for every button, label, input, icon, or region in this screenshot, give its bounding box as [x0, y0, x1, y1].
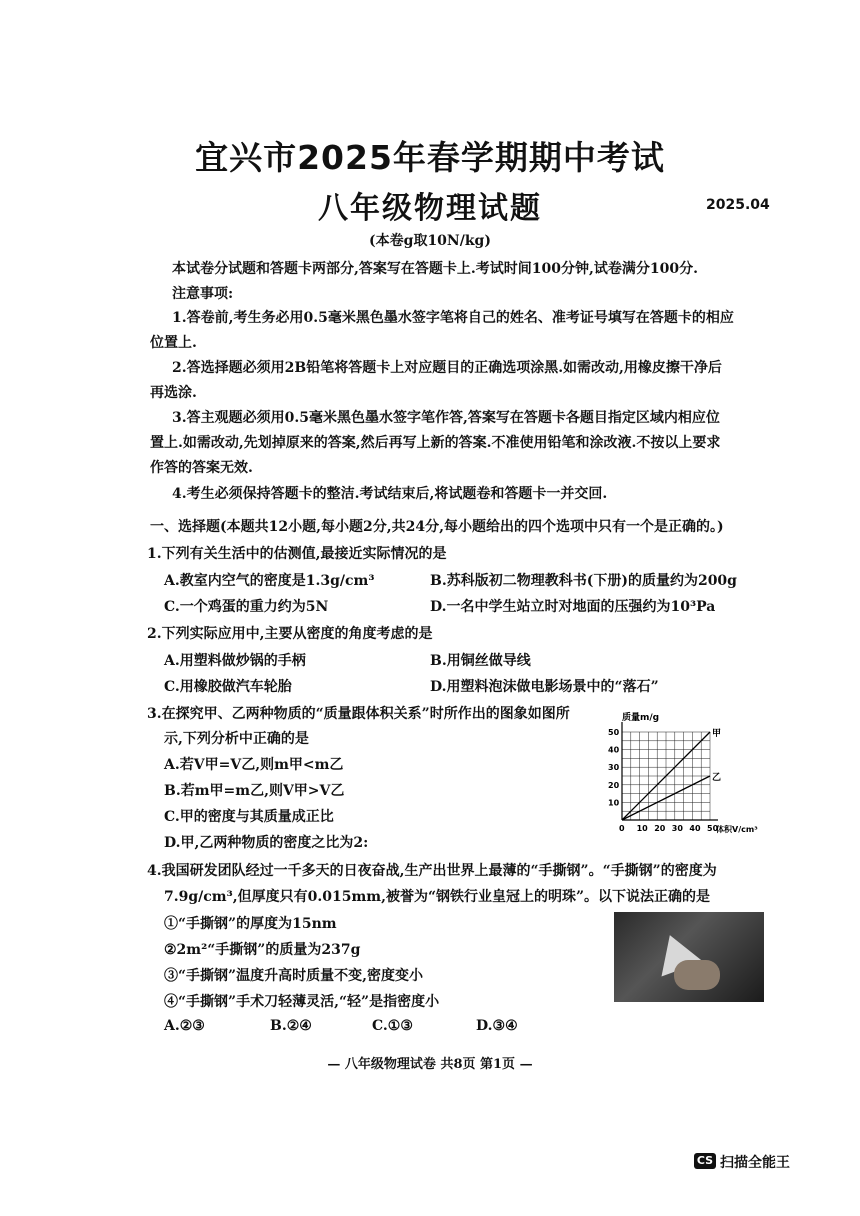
page-footer: — 八年级物理试卷 共8页 第1页 —	[327, 1057, 533, 1072]
q2-option-a: A.用塑料做炒锅的手柄	[164, 653, 306, 669]
q3-stem-2: 示,下列分析中正确的是	[164, 731, 309, 747]
rule-3b: 置上.如需改动,先划掉原来的答案,然后再写上新的答案.不准使用铅笔和涂改液.不按以上要求	[150, 435, 721, 451]
q4-statement-4: ④“手撕钢”手术刀轻薄灵活,“轻”是指密度小	[164, 994, 440, 1010]
q3-option-a: A.若V甲=V乙,则m甲<m乙	[164, 757, 344, 773]
mass-volume-graph	[600, 708, 770, 838]
steel-foil-photo	[614, 912, 764, 1002]
rule-1a: 1.答卷前,考生务必用0.5毫米黑色墨水签字笔将自己的姓名、准考证号填写在答题卡的相应	[172, 310, 734, 326]
y-tick-label: 50	[608, 728, 620, 737]
q4-stem-2: 7.9g/cm³,但厚度只有0.015mm,被誉为“钢铁行业皇冠上的明珠”。以下说法正确的是	[164, 889, 711, 905]
q1-option-c: C.一个鸡蛋的重力约为5N	[164, 599, 329, 615]
q3-option-c: C.甲的密度与其质量成正比	[164, 809, 334, 825]
x-tick-label: 30	[671, 824, 683, 833]
x-tick-label: 0	[619, 824, 625, 833]
x-tick-label: 10	[636, 824, 648, 833]
q2-option-c: C.用橡胶做汽车轮胎	[164, 679, 292, 695]
rule-2a: 2.答选择题必须用2B铅笔将答题卡上对应题目的正确选项涂黑.如需改动,用橡皮擦干净后	[172, 360, 722, 376]
q2-option-b: B.用铜丝做导线	[430, 653, 531, 669]
q3-option-b: B.若m甲=m乙,则V甲>V乙	[164, 783, 345, 799]
series-label-1: 乙	[712, 773, 722, 783]
q1-stem: 1.下列有关生活中的估测值,最接近实际情况的是	[147, 546, 447, 562]
attention-title: 注意事项:	[172, 286, 234, 302]
q1-option-d: D.一名中学生站立时对地面的压强约为10³Pa	[430, 599, 716, 615]
q2-option-d: D.用塑料泡沫做电影场景中的“落石”	[430, 679, 659, 695]
graph-y-label: 质量m/g	[622, 713, 660, 723]
intro-text: 本试卷分试题和答题卡两部分,答案写在答题卡上.考试时间100分钟,试卷满分100分.	[172, 261, 698, 277]
exam-title: 宜兴市2025年春学期期中考试	[195, 138, 665, 177]
q4-option-c: C.①③	[372, 1018, 413, 1034]
q4-option-a: A.②③	[164, 1018, 205, 1034]
q4-statement-2: ②2m²“手撕钢”的质量为237g	[164, 942, 361, 958]
q4-option-d: D.③④	[476, 1018, 518, 1034]
y-tick-label: 10	[608, 798, 620, 808]
rule-1b: 位置上.	[150, 335, 197, 351]
y-tick-label: 40	[608, 745, 620, 755]
graph-series	[622, 728, 721, 820]
x-tick-label: 40	[689, 824, 701, 833]
x-tick-label: 20	[654, 824, 666, 833]
x-tick-label: 50	[707, 824, 719, 833]
q4-stem-1: 4.我国研发团队经过一千多天的日夜奋战,生产出世界上最薄的“手撕钢”。“手撕钢”的密度为	[147, 863, 717, 879]
q3-option-d: D.甲,乙两种物质的密度之比为2:	[164, 835, 369, 851]
graph-x-label: 体积V/cm³	[716, 825, 758, 834]
camscanner-watermark-text: 扫描全能王	[720, 1155, 790, 1171]
exam-subtitle: 八年级物理试题	[318, 191, 542, 226]
rule-2b: 再选涂.	[150, 385, 197, 401]
rule-3a: 3.答主观题必须用0.5毫米黑色墨水签字笔作答,答案写在答题卡各题目指定区域内相应位	[172, 410, 720, 426]
series-label-0: 甲	[712, 729, 722, 739]
q1-option-b: B.苏科版初二物理教科书(下册)的质量约为200g	[430, 573, 737, 589]
rule-4: 4.考生必须保持答题卡的整洁.考试结束后,将试题卷和答题卡一并交回.	[172, 486, 608, 502]
hand-shape	[674, 960, 720, 990]
camscanner-logo-icon: CS	[694, 1153, 716, 1169]
q4-statement-3: ③“手撕钢”温度升高时质量不变,密度变小	[164, 968, 423, 984]
exam-date: 2025.04	[706, 197, 770, 213]
q4-statement-1: ①“手撕钢”的厚度为15nm	[164, 916, 337, 932]
rule-3c: 作答的答案无效.	[150, 460, 253, 476]
q4-option-b: B.②④	[270, 1018, 312, 1034]
q3-stem-1: 3.在探究甲、乙两种物质的“质量跟体积关系”时所作出的图象如图所	[147, 706, 570, 722]
y-tick-label: 30	[608, 763, 620, 773]
section-1-heading: 一、选择题(本题共12小题,每小题2分,共24分,每小题给出的四个选项中只有一个是正确的。)	[150, 519, 724, 535]
q2-stem: 2.下列实际应用中,主要从密度的角度考虑的是	[147, 626, 433, 642]
q1-option-a: A.教室内空气的密度是1.3g/cm³	[164, 573, 375, 589]
gravity-note: (本卷g取10N/kg)	[369, 233, 491, 249]
y-tick-label: 20	[608, 780, 620, 790]
